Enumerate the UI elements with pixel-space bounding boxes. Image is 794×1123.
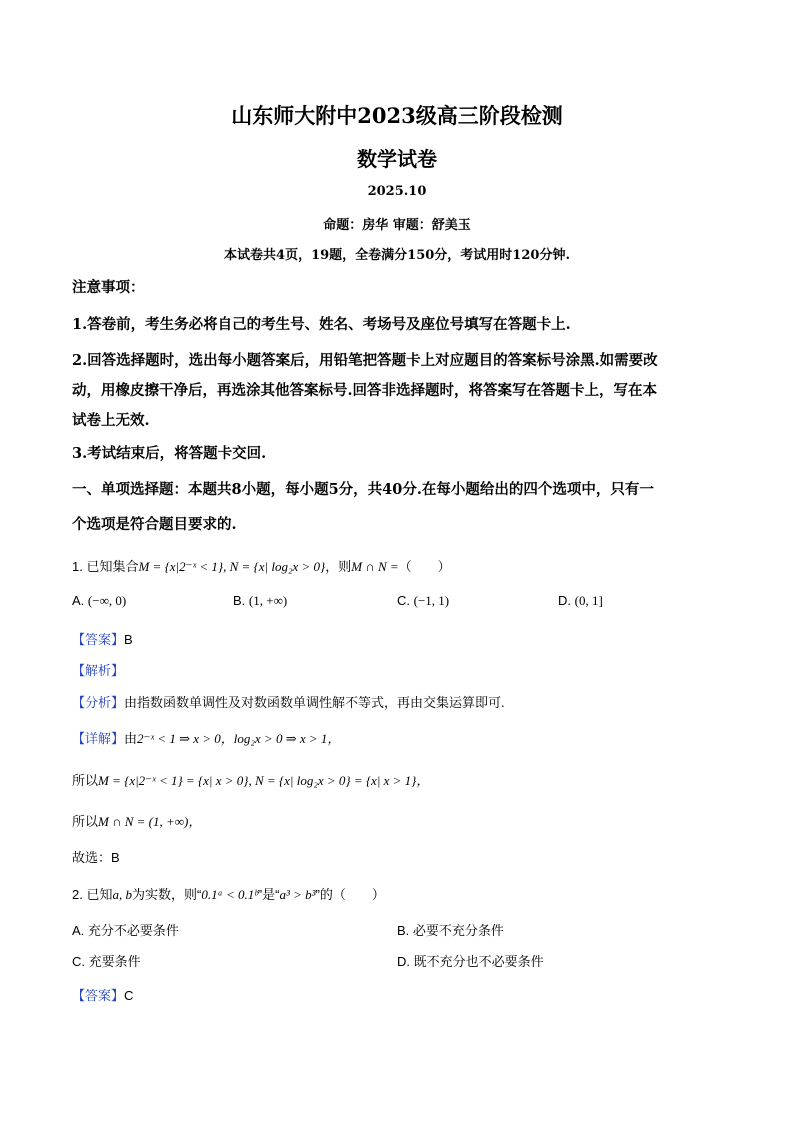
question-1-answer (72, 629, 133, 648)
answer-tag: 【答案】 (72, 632, 125, 647)
question-1-option-a (72, 593, 126, 609)
question-2-option-d: D. 既不充分也不必要条件 (397, 954, 544, 969)
option-label: A. (72, 593, 85, 608)
option-value: (0, 1] (574, 593, 603, 608)
exam-info: 本试卷共4页，19题，全卷满分150分，考试用时120分钟. (224, 248, 570, 263)
analysis-tag: 【解析】 (72, 663, 125, 678)
question-1-option-c (397, 593, 449, 609)
option-label: D. (558, 593, 571, 608)
option-value: (1, +∞) (248, 593, 288, 608)
question-2-answer (72, 985, 133, 1004)
suoyi-prefix: 所以 (72, 773, 99, 788)
fenxi-tag: 【分析】 (72, 695, 125, 710)
xiangjie-tag: 【详解】 (72, 731, 125, 746)
note-2-line-1: 2.回答选择题时，选出每小题答案后，用铅笔把答题卡上对应题目的答案标号涂黑.如需要改 (72, 352, 658, 369)
fenxi-text: 由指数函数单调性及对数函数单调性解不等式，再由交集运算即可. (124, 695, 505, 710)
question-1 (72, 556, 451, 575)
option-label: B. (233, 593, 246, 608)
note-3: 3.考试结束后，将答题卡交回. (72, 445, 267, 462)
question-2-mid2: ”是“ (257, 887, 280, 902)
notes-heading: 注意事项： (72, 279, 145, 296)
note-2-line-3: 试卷上无效. (72, 412, 150, 429)
question-1-option-b (233, 593, 287, 609)
question-1-expr: M ∩ N = (351, 559, 399, 574)
question-2-cond2: a³ > b³ (279, 887, 316, 902)
question-1-option-d (558, 593, 603, 609)
xiangjie-math: 2⁻ˣ < 1 ⇒ x > 0，log₂x > 0 ⇒ x > 1， (137, 731, 341, 746)
question-1-fenxi (72, 692, 505, 711)
answer-tag: 【答案】 (72, 988, 125, 1003)
xiangjie-prefix: 由 (124, 731, 138, 746)
question-2-cond1: 0.1ᵃ < 0.1ᵇ (201, 887, 258, 902)
option-label: C. (397, 593, 410, 608)
question-1-prefix: 1. 已知集合 (72, 559, 139, 574)
question-2 (72, 884, 385, 903)
exam-authors: 命题：房华 审题：舒美玉 (323, 218, 471, 233)
question-2-suffix: ”的（ ） (315, 887, 385, 902)
question-2-mid1: 为实数，则“ (131, 887, 202, 902)
suoyi-math: M = {x|2⁻ˣ < 1} = {x| x > 0}, N = {x| log₂x > 0} = {x| x > 1}， (98, 773, 430, 788)
exam-title: 山东师大附中2023级高三阶段检测 (231, 103, 563, 128)
question-1-guxuan: 故选：B (72, 850, 120, 865)
exam-date: 2025.10 (367, 184, 427, 199)
answer-value: C (124, 988, 134, 1003)
suoyi-prefix: 所以 (72, 814, 99, 829)
suoyi-math: M ∩ N = (1, +∞)， (98, 814, 202, 829)
question-2-option-b: B. 必要不充分条件 (397, 923, 504, 938)
section-1-line-2: 个选项是符合题目要求的. (72, 516, 237, 533)
option-value: (−∞, 0) (87, 593, 127, 608)
question-1-paren: （ ） (398, 559, 451, 574)
question-2-vars: a, b (112, 887, 132, 902)
question-2-prefix: 2. 已知 (72, 887, 113, 902)
question-2-option-a: A. 充分不必要条件 (72, 923, 179, 938)
note-1: 1.答卷前，考生务必将自己的考生号、姓名、考场号及座位号填写在答题卡上. (72, 316, 571, 333)
answer-value: B (124, 632, 133, 647)
question-1-suoyi-2 (72, 811, 201, 830)
question-1-xiangjie (72, 728, 340, 747)
question-1-sets: M = {x|2⁻ˣ < 1}, N = {x| log₂x > 0} (138, 559, 326, 574)
question-2-option-c: C. 充要条件 (72, 954, 141, 969)
exam-subtitle: 数学试卷 (357, 147, 437, 171)
question-1-suoyi-1 (72, 770, 429, 789)
section-1-line-1: 一、单项选择题：本题共8小题，每小题5分，共40分.在每小题给出的四个选项中，只有一 (72, 481, 654, 498)
question-1-suffix: ，则 (325, 559, 352, 574)
option-value: (−1, 1) (413, 593, 450, 608)
note-2-line-2: 动，用橡皮擦干净后，再选涂其他答案标号.回答非选择题时，将答案写在答题卡上，写在本 (72, 382, 658, 399)
